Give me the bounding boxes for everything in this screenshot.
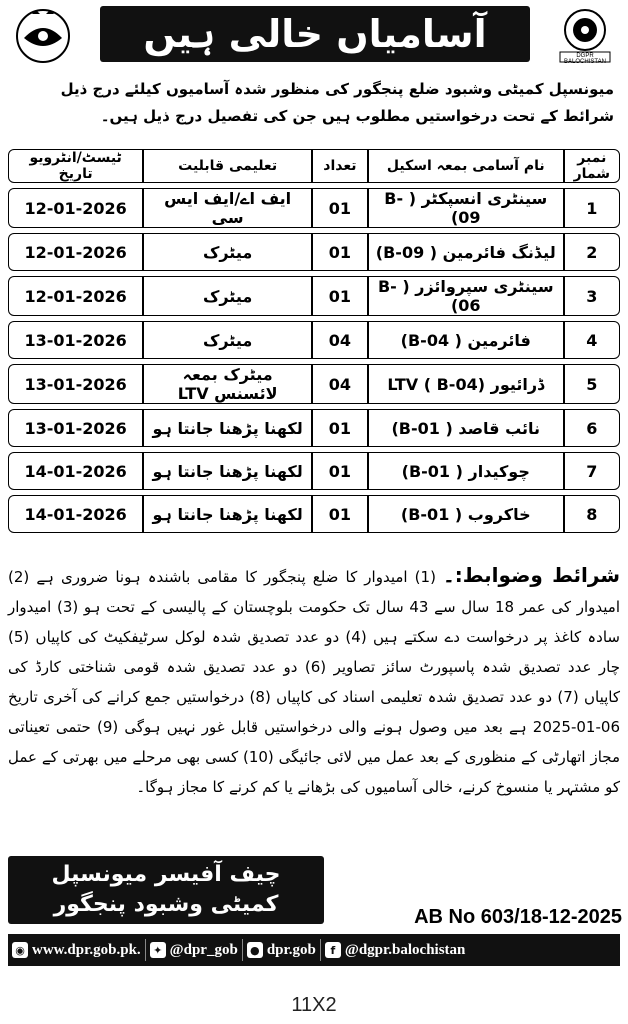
- cell-date: 12-01-2026: [8, 233, 143, 271]
- terms-and-conditions: [8, 560, 620, 802]
- table-header-row: [8, 149, 620, 183]
- ad-size-label: 11X2: [291, 994, 337, 1016]
- cell-date: 14-01-2026: [8, 452, 143, 490]
- website-text: www.dpr.gob.pk.: [32, 941, 141, 958]
- cell-count: 01: [312, 233, 368, 271]
- header: [8, 4, 620, 68]
- table-row: [8, 452, 620, 490]
- cell-date: 13-01-2026: [8, 409, 143, 447]
- header-count: تعداد: [312, 149, 368, 183]
- cell-qualification: میٹرک: [143, 321, 312, 359]
- cell-post-name: نائب قاصد ( B-01): [368, 409, 564, 447]
- cell-date: 13-01-2026: [8, 364, 143, 404]
- cell-serial: 5: [564, 364, 620, 404]
- cell-count: 01: [312, 276, 368, 316]
- vacancies-table: [8, 144, 620, 538]
- cell-post-name: چوکیدار ( B-01): [368, 452, 564, 490]
- cell-qualification: میٹرک: [143, 276, 312, 316]
- cell-post-name: لیڈنگ فائرمین ( B-09): [368, 233, 564, 271]
- table-row: [8, 233, 620, 271]
- cell-count: 01: [312, 495, 368, 533]
- cell-serial: 8: [564, 495, 620, 533]
- table-row: [8, 276, 620, 316]
- issuing-officer: [8, 856, 324, 924]
- twitter-text: @dpr_gob: [169, 941, 238, 958]
- header-serial: نمبر شمار: [564, 149, 620, 183]
- cell-serial: 7: [564, 452, 620, 490]
- header-post-name: نام آسامی بمعہ اسکیل: [368, 149, 564, 183]
- footer-twitter[interactable]: [146, 942, 242, 959]
- social-icon: ●: [247, 942, 263, 958]
- globe-icon: ◉: [12, 942, 28, 958]
- footer-bar: [8, 934, 620, 966]
- footer-website[interactable]: [8, 942, 145, 959]
- cell-post-name: سینٹری انسپکٹر ( B-09): [368, 188, 564, 228]
- cell-serial: 2: [564, 233, 620, 271]
- other-text: dpr.gob: [266, 941, 316, 958]
- government-logo: [12, 6, 74, 64]
- ad-number: AB No 603/18-12-2025: [414, 906, 622, 928]
- cell-post-name: خاکروب ( B-01): [368, 495, 564, 533]
- cell-date: 12-01-2026: [8, 276, 143, 316]
- terms-text: (1) امیدوار کا ضلع پنجگور کا مقامی باشندہ ہونا ضروری ہے (2) امیدوار کی عمر 18 سال سے 43 سال تک حکومت بلوچستان کے پالیسی کے تحت ہو (3) امیدوار سادہ کاغذ پر درخواست دے سکتے ہیں (4) دو عدد تصدیق شدہ لوکل سرٹیفکیٹ کی کاپیاں (5) چار عدد تصدیق شدہ پاسپورٹ سائز تصاویر (6) دو عدد تصدیق شدہ قومی شناختی کارڈ کی کاپیاں (7) دو عدد تصدیق شدہ تعلیمی اسناد کی کاپیاں (8) درخواستیں جمع کرانے کی آخری تاریخ 06-01-2025 ہے بعد میں وصول ہونے والی درخواستیں قابل غور نہیں ہوگی (9) حتمی تعیناتی مجاز اتھارٹی کے منظوری کے بعد عمل میں لائی جائیگی (10) کسی بھی مرحلے میں بھرتی کے عمل کو مشتہر یا منسوخ کرنے، خالی آسامیوں کی بڑھانے یا کم کرنے کا مجاز ہوگا۔: [8, 568, 620, 796]
- officer-line-1: چیف آفیسر میونسپل: [51, 862, 281, 887]
- cell-count: 01: [312, 452, 368, 490]
- cell-count: 01: [312, 409, 368, 447]
- cell-serial: 1: [564, 188, 620, 228]
- footer-facebook[interactable]: [321, 942, 470, 959]
- cell-date: 14-01-2026: [8, 495, 143, 533]
- intro-text: میونسپل کمیٹی وشبود ضلع پنجگور کی منظور شدہ آسامیوں کیلئے درج ذیل شرائط کے تحت درخواستیں مطلوب ہیں جن کی تفصیل درج ذیل ہیں۔: [60, 80, 614, 125]
- cell-qualification: میٹرک بمعہ لائسنس LTV: [143, 364, 312, 404]
- table-row: [8, 321, 620, 359]
- cell-qualification: لکھنا پڑھنا جانتا ہو: [143, 409, 312, 447]
- cell-qualification: لکھنا پڑھنا جانتا ہو: [143, 495, 312, 533]
- cell-post-name: سینٹری سپروائزر ( B-06): [368, 276, 564, 316]
- table-row: [8, 409, 620, 447]
- cell-serial: 3: [564, 276, 620, 316]
- footer-other[interactable]: [243, 942, 320, 959]
- cell-serial: 4: [564, 321, 620, 359]
- header-qualification: تعلیمی قابلیت: [143, 149, 312, 183]
- cell-qualification: لکھنا پڑھنا جانتا ہو: [143, 452, 312, 490]
- terms-heading: شرائط وضوابط:۔: [443, 563, 621, 587]
- officer-line-2: کمیٹی وشبود پنجگور: [53, 892, 279, 917]
- table-row: [8, 495, 620, 533]
- facebook-text: @dgpr.balochistan: [344, 941, 466, 958]
- cell-count: 04: [312, 364, 368, 404]
- cell-qualification: میٹرک: [143, 233, 312, 271]
- dgpr-logo: [554, 6, 616, 64]
- cell-qualification: ایف اے/ایف ایس سی: [143, 188, 312, 228]
- table-row: [8, 364, 620, 404]
- table-row: [8, 188, 620, 228]
- cell-date: 12-01-2026: [8, 188, 143, 228]
- facebook-icon: f: [325, 942, 341, 958]
- cell-count: 01: [312, 188, 368, 228]
- cell-count: 04: [312, 321, 368, 359]
- cell-post-name: ڈرائیور LTV ( B-04): [368, 364, 564, 404]
- header-date: ٹیسٹ/انٹرویو تاریخ: [8, 149, 143, 183]
- page-title: آسامیاں خالی ہیں: [100, 6, 530, 62]
- cell-serial: 6: [564, 409, 620, 447]
- cell-date: 13-01-2026: [8, 321, 143, 359]
- cell-post-name: فائرمین ( B-04): [368, 321, 564, 359]
- twitter-icon: ✦: [150, 942, 166, 958]
- dgpr-logo-caption: DGPR BALOCHISTAN: [564, 53, 606, 65]
